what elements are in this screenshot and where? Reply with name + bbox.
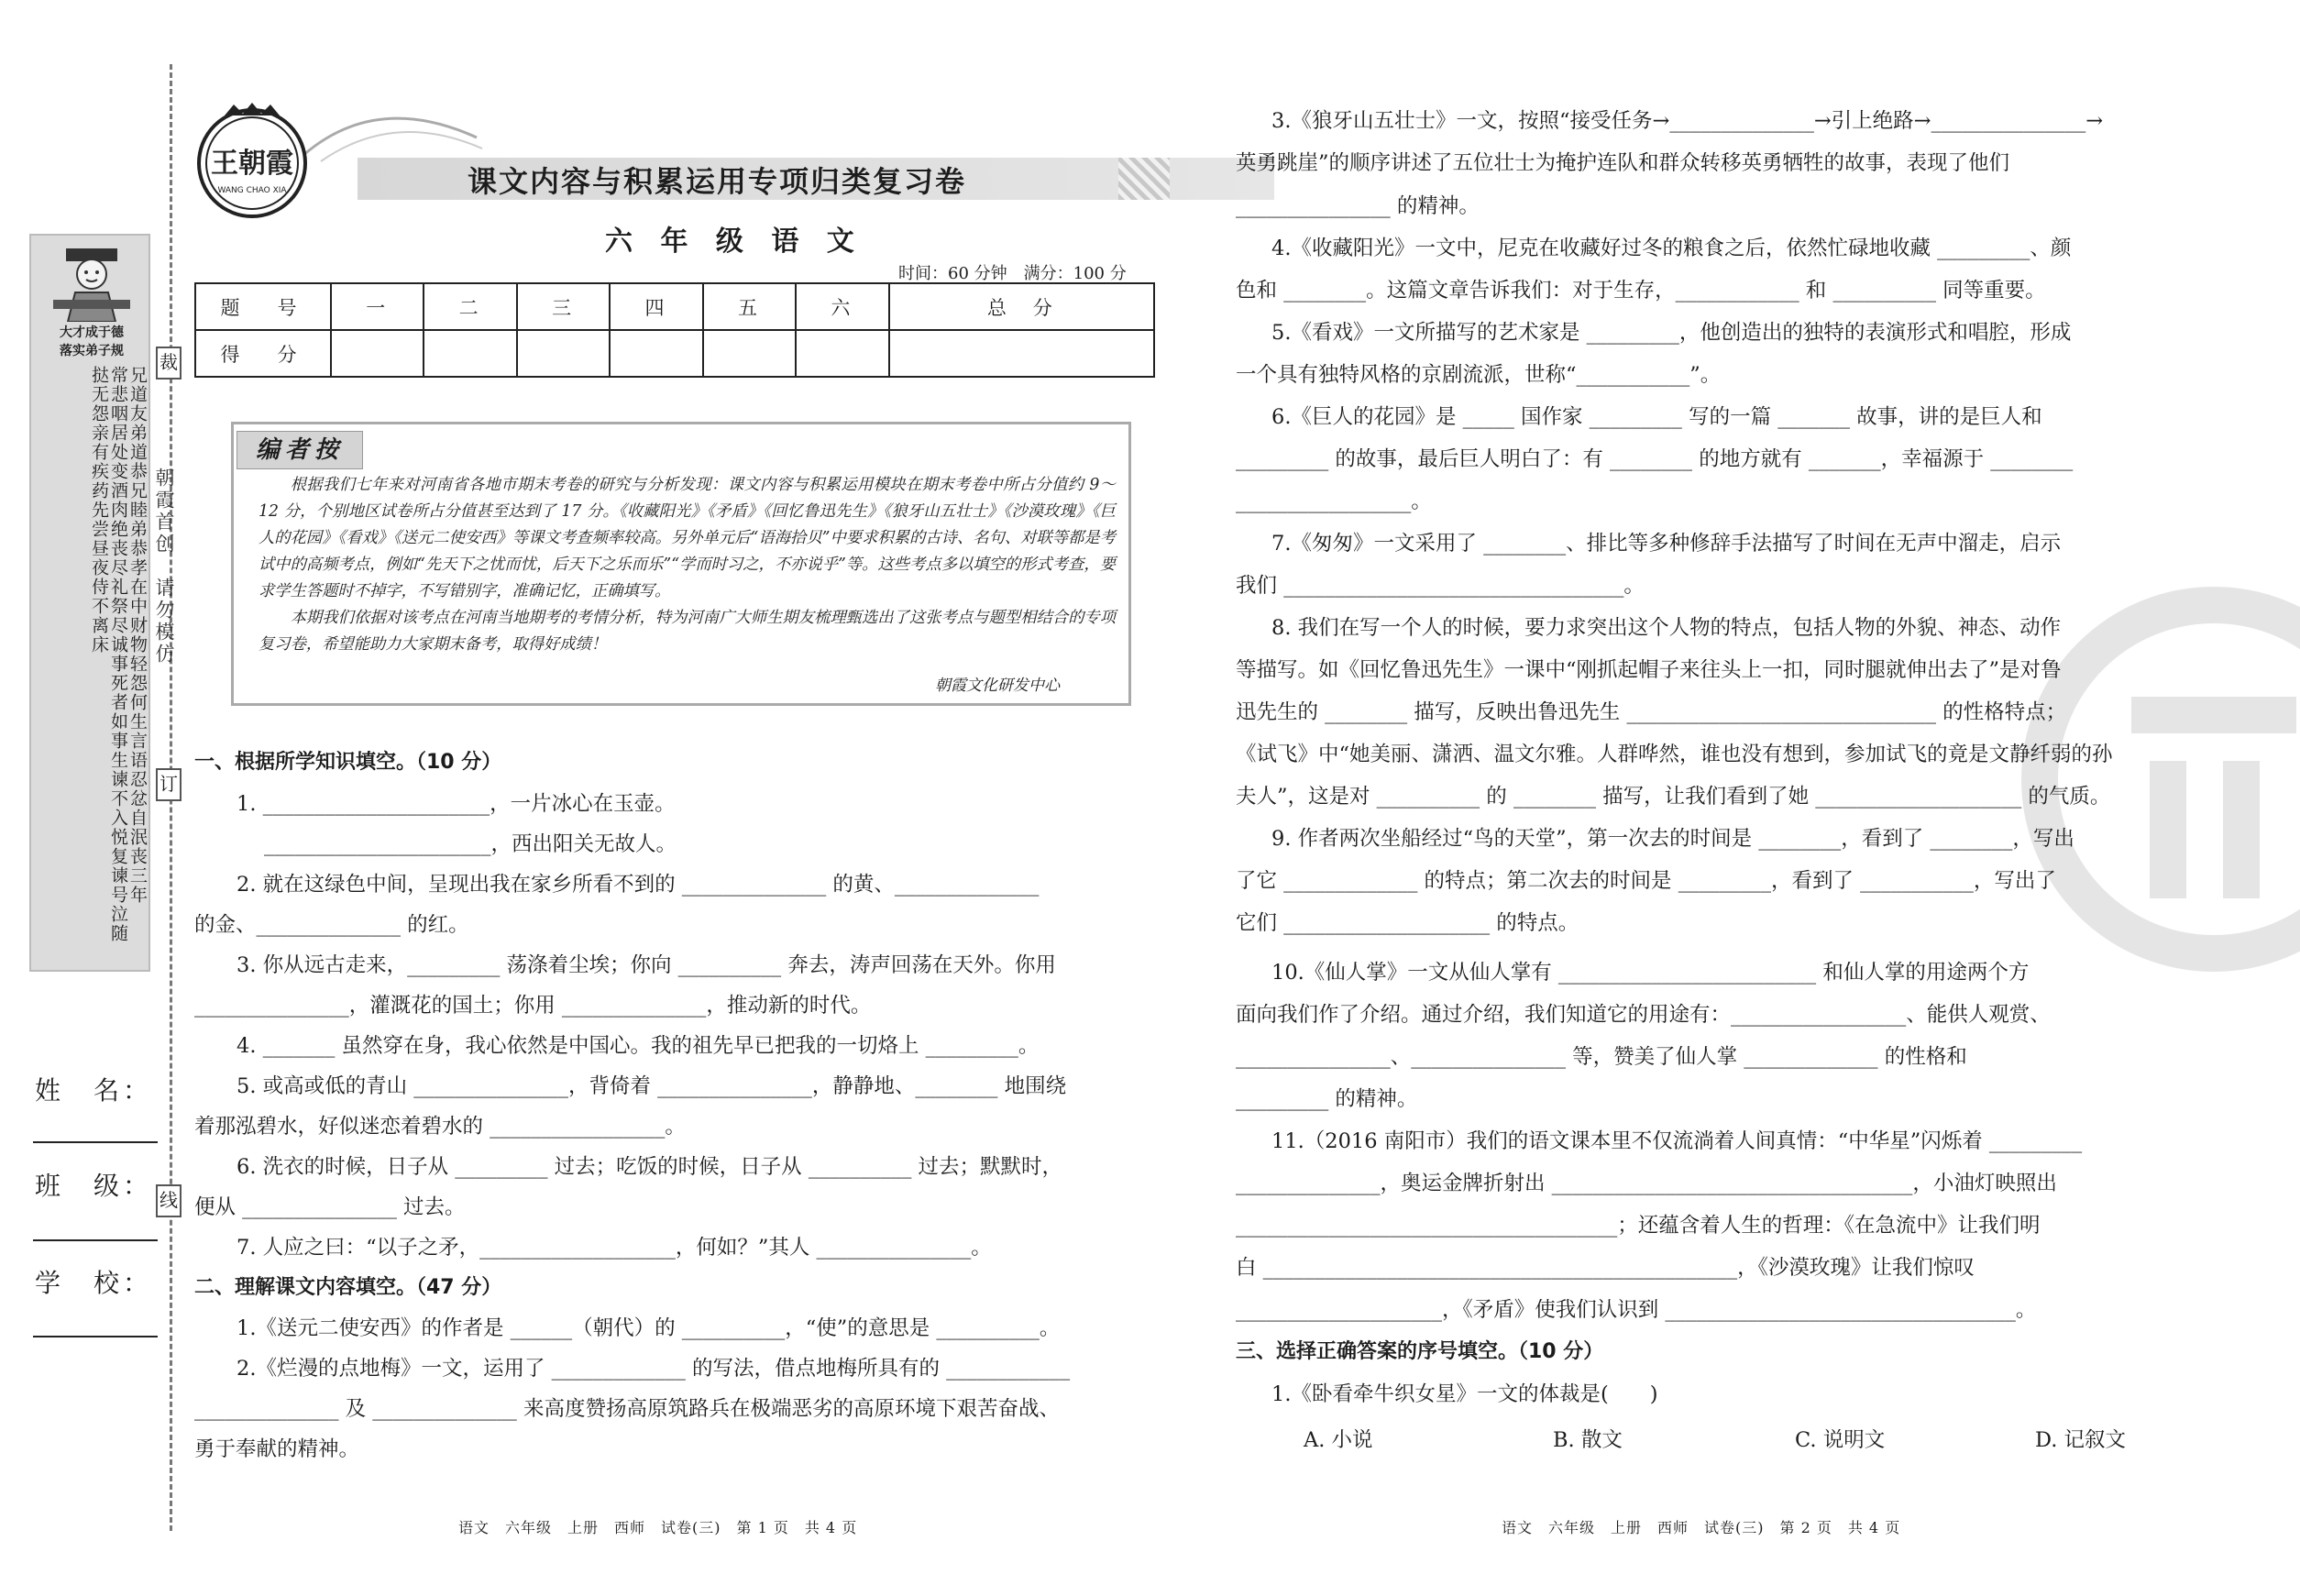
score-cell[interactable] xyxy=(610,330,702,377)
proverb-column: 居处变 xyxy=(108,424,128,481)
proverb-column: 怨何生 xyxy=(127,674,148,732)
question-1-3: 3. 你从远古走来，_________ 荡涤着尘埃；你向 __________ 奔去，涛声回荡在天外。你用 xyxy=(237,953,1056,977)
proverb-column: 常悲咽 xyxy=(108,366,128,424)
question-3-1: 1.《卧看牵牛织女星》一文的体裁是( ) xyxy=(1271,1382,1658,1406)
school-field[interactable] xyxy=(33,1336,158,1337)
question-2-2-line2: ______________ 及 ______________ 来高度赞扬高原筑路兵在极端恶劣的高原环境下艰苦奋战、 xyxy=(194,1397,1060,1421)
question-2-11-line3: _____________________________________；还蕴含着人生的哲理：《在急流中》让我们明 xyxy=(1236,1214,2041,1238)
proverb-column: 兄睦 xyxy=(127,481,148,520)
section-1-heading: 一、根据所学知识填空。（10 分） xyxy=(194,751,502,774)
score-cell[interactable] xyxy=(517,330,610,377)
svg-text:王朝霞: 王朝霞 xyxy=(211,148,293,180)
score-header-cell: 一 xyxy=(331,283,424,330)
score-cell[interactable] xyxy=(424,330,516,377)
question-2-8-line2: 等描写。如《回忆鲁迅先生》一课中“刚抓起帽子来往头上一扣，同时腿就伸出去了”是对鲁 xyxy=(1236,658,2062,682)
editor-note-paragraph-2: 本期我们依据对该考点在河南当地期考的考情分析，特为河南广大师生期友梳理甄选出了这张考点与题型相结合的专项复习卷，希望能助力大家期末备考，取得好成绩！ xyxy=(259,609,1116,654)
question-2-3-line3: _______________ 的精神。 xyxy=(1236,194,1480,218)
header xyxy=(193,101,1155,220)
option-c: C. 说明文 xyxy=(1795,1428,1886,1452)
proverb-column: 亲有疾 xyxy=(89,424,109,481)
question-1-4: 4. _______ 虽然穿在身，我心依然是中国心。我的祖先早已把我的一切烙上 _________。 xyxy=(237,1034,1040,1058)
proverb-column: 丧尽礼 xyxy=(108,539,128,597)
proverb-column: 如事生 xyxy=(108,712,128,770)
score-header-cell: 四 xyxy=(610,283,702,330)
question-2-10-line2: 面向我们作了介绍。通过介绍，我们知道它的用途有：_________________、能供人观赏、 xyxy=(1236,1003,2051,1027)
question-2-8-line3: 迅先生的 ________ 描写，反映出鲁迅先生 ______________________________ 的性格特点； xyxy=(1236,700,2067,724)
proverb-column: 丧三年 xyxy=(127,847,148,905)
question-2-9: 9. 作者两次坐船经过“鸟的天堂”，第一次去的时间是 ________，看到了 ________，写出 xyxy=(1271,827,2074,851)
score-header-cell: 六 xyxy=(796,283,888,330)
ribbon-decoration xyxy=(303,101,486,165)
question-2-4: 4.《收藏阳光》一文中，尼克在收藏好过冬的粮食之后，依然忙碌地收藏 _________、颜 xyxy=(1271,237,2072,260)
question-1-5-line2: 着那泓碧水，好似迷恋着碧水的 _________________。 xyxy=(194,1115,686,1139)
stamp-watermark xyxy=(2021,587,2300,972)
question-2-5-line2: 一个具有独特风格的京剧流派，世称“___________”。 xyxy=(1236,363,1722,387)
question-2-6: 6.《巨人的花园》是 _____ 国作家 _________ 写的一篇 _______ 故事，讲的是巨人和 xyxy=(1271,405,2042,429)
question-2-9-line3: 它们 ____________________ 的特点。 xyxy=(1236,911,1579,935)
score-cell[interactable] xyxy=(796,330,888,377)
class-field[interactable] xyxy=(33,1239,158,1241)
question-2-3: 3.《狼牙山五壮士》一文，按照“接受任务→______________→引上绝路→_______________→ xyxy=(1271,109,2104,133)
question-2-5: 5.《看戏》一文所描写的艺术家是 _________，他创造出的独特的表演形式和唱腔，形成 xyxy=(1271,321,2072,345)
proverb-column: 不离床 xyxy=(89,597,109,655)
question-1-5: 5. 或高或低的青山 _______________，背倚着 _______________，静静地、________ 地围绕 xyxy=(237,1074,1067,1098)
question-2-8: 8. 我们在写一个人的时候，要力求突出这个人物的特点，包括人物的外貌、神态、动作 xyxy=(1271,616,2062,640)
question-2-6-line3: _________________。 xyxy=(1236,490,1432,513)
question-2-11-line5: ____________________，《矛盾》使我们认识到 __________________________________。 xyxy=(1236,1298,2037,1322)
question-2-11-line2: ______________，奥运金牌折射出 ___________________________________，小油灯映照出 xyxy=(1236,1172,2057,1195)
question-1-1-line2: ______________________，西出阳关无故人。 xyxy=(264,832,677,856)
question-1-6-line2: 便从 _______________ 过去。 xyxy=(194,1195,466,1219)
score-header-cell: 三 xyxy=(517,283,610,330)
score-table-score-row xyxy=(195,330,1154,377)
question-2-8-line4: 《试飞》中“她美丽、潇洒、温文尔雅。人群哗然，谁也没有想到，参加试飞的竟是文静纤弱的孙 xyxy=(1236,743,2113,766)
question-1-6: 6. 洗衣的时候，日子从 _________ 过去；吃饭的时候，日子从 __________ 过去；默默时， xyxy=(237,1155,1062,1179)
proverb-column: 忿自泯 xyxy=(127,789,148,847)
proverb-column: 弟恭 xyxy=(127,520,148,558)
proverb-column: 祭尽诚 xyxy=(108,597,128,655)
question-2-2-line3: 勇于奉献的精神。 xyxy=(194,1437,360,1461)
proverb-column: 财物轻 xyxy=(127,616,148,674)
question-1-3-line2: _______________，灌溉花的国土；你用 ______________，推动新的时代。 xyxy=(194,994,872,1018)
proverb-column: 兄道友 xyxy=(127,366,148,424)
question-2-7-line2: 我们 _________________________________。 xyxy=(1236,574,1645,598)
page-title: 课文内容与积累运用专项归类复习卷 xyxy=(468,164,967,199)
score-cell[interactable] xyxy=(331,330,424,377)
option-d: D. 记叙文 xyxy=(2035,1428,2127,1452)
question-2-10: 10.《仙人掌》一文从仙人掌有 _________________________ 和仙人掌的用途两个方 xyxy=(1271,961,2030,985)
score-table-header-row xyxy=(195,283,1154,330)
editor-note-body xyxy=(259,472,1116,658)
proverb-title-line-1: 大才成于德 xyxy=(60,325,124,340)
question-1-1: 1. ______________________，一片冰心在玉壶。 xyxy=(237,792,676,816)
proverb-column: 言语忍 xyxy=(127,732,148,789)
proverb-panel xyxy=(29,234,150,972)
proverb-column: 孝在中 xyxy=(127,558,148,616)
question-2-2: 2.《烂漫的点地梅》一文，运用了 _____________ 的写法，借点地梅所具有的 ____________ xyxy=(237,1357,1071,1381)
proverb-column: 昼夜侍 xyxy=(89,539,109,597)
svg-text:WANG CHAO XIA: WANG CHAO XIA xyxy=(217,186,287,195)
editor-note-paragraph-1: 根据我们七年来对河南省各地市期末考卷的研究与分析发现：课文内容与积累运用模块在期末考卷中所占分值约 9～12 分，个别地区试卷所占分值甚至达到了 17 分。《收藏阳光》《矛盾》《回忆鲁迅先生》《狼牙山五壮士》《沙漠玫瑰》《巨人的花园》《看戏》《送元二使安西》等课文考查频率较高。另外单元后“语海拾贝”中要求积累的古诗、名句、对联等都是考试中的高频考点，例如“先天下之忧而忧，后天下之乐而乐”“学而时习之，不亦说乎”等。这些考点多以填空的形式考查，要求学生答题时不掉字，不写错别字，准确记忆，正确填写。 xyxy=(259,476,1116,600)
score-header-cell: 二 xyxy=(424,283,516,330)
score-table xyxy=(194,282,1155,378)
question-2-3-line2: 英勇跳崖”的顺序讲述了五位壮士为掩护连队和群众转移英勇牺牲的故事，表现了他们 xyxy=(1236,151,2010,175)
question-1-2: 2. 就在这绿色中间，呈现出我在家乡所看不到的 ______________ 的黄、______________ xyxy=(237,873,1040,897)
question-2-4-line2: 色和 ________。这篇文章告诉我们：对于生存，____________ 和 __________ 同等重要。 xyxy=(1236,279,2046,303)
question-2-9-line2: 了它 _____________ 的特点；第二次去的时间是 _________，看到了 ___________，写出了 xyxy=(1236,869,2056,893)
page-footer-right: 语文 六年级 上册 西师 试卷(三) 第 2 页 共 4 页 xyxy=(1502,1519,1901,1536)
question-1-7: 7. 人应之曰：“以子之矛，___________________，何如？”其人 _______________。 xyxy=(237,1236,992,1260)
class-label: 班 级： xyxy=(35,1171,153,1201)
binding-mark-3: 线 xyxy=(156,1184,182,1217)
question-2-1: 1.《送元二使安西》的作者是 ______（朝代）的 __________，“使”的意思是 __________。 xyxy=(237,1316,1061,1340)
name-field[interactable] xyxy=(33,1141,158,1143)
proverb-column: 酒肉绝 xyxy=(108,481,128,539)
question-2-6-line2: _________ 的故事，最后巨人明白了：有 ________ 的地方就有 _______，幸福源于 ________ xyxy=(1236,447,2074,471)
option-a: A. 小说 xyxy=(1304,1428,1373,1452)
question-2-7: 7.《匆匆》一文采用了 ________、排比等多种修辞手法描写了时间在无声中溜走，启示 xyxy=(1271,532,2062,556)
question-2-8-line5: 夫人”，这是对 __________ 的 ________ 描写，让我们看到了她 ____________________ 的气质。 xyxy=(1236,785,2111,809)
question-1-2-line2: 的金、______________ 的红。 xyxy=(194,913,469,937)
school-label: 学 校： xyxy=(35,1268,153,1298)
option-b: B. 散文 xyxy=(1553,1428,1623,1452)
score-header-cell: 五 xyxy=(703,283,796,330)
score-cell[interactable] xyxy=(889,330,1154,377)
question-2-10-line4: _________ 的精神。 xyxy=(1236,1087,1418,1111)
proverb-column: 号泣随 xyxy=(108,886,128,943)
subject-title: 六 年 级 语 文 xyxy=(605,226,864,258)
proverb-column: 悦复谏 xyxy=(108,828,128,886)
question-2-11-line4: 白 ______________________________________________，《沙漠玫瑰》让我们惊叹 xyxy=(1236,1256,1975,1280)
publisher-logo xyxy=(193,101,312,220)
title-band-pattern xyxy=(1118,158,1170,200)
question-2-10-line3: _______________、_______________ 等，赞美了仙人掌 _____________ 的性格和 xyxy=(1236,1045,1967,1069)
margin-copyright-note: 朝霞首创 请勿模仿 xyxy=(153,468,175,666)
scholar-icon xyxy=(48,245,136,322)
proverb-column: 弟道恭 xyxy=(127,424,148,481)
score-header-cell: 总 分 xyxy=(889,283,1154,330)
binding-mark-1: 裁 xyxy=(156,347,182,380)
proverb-column: 挞无怨 xyxy=(89,366,109,424)
question-2-11: 11.（2016 南阳市）我们的语文课本里不仅流淌着人间真情：“中华星”闪烁着 _________ xyxy=(1271,1129,2083,1153)
score-cell[interactable] xyxy=(703,330,796,377)
proverb-text xyxy=(39,366,147,962)
proverb-column: 药先尝 xyxy=(89,481,109,539)
exam-info: 时间：60 分钟 满分：100 分 xyxy=(898,264,1127,283)
page-footer-left: 语文 六年级 上册 西师 试卷(三) 第 1 页 共 4 页 xyxy=(458,1519,858,1536)
section-3-heading: 三、选择正确答案的序号填空。（10 分） xyxy=(1236,1340,1604,1363)
proverb-column: 谏不入 xyxy=(108,770,128,828)
proverb-title xyxy=(35,324,149,360)
score-header-cell: 题 号 xyxy=(195,283,331,330)
proverb-title-line-2: 落实弟子规 xyxy=(60,344,124,358)
name-label: 姓 名： xyxy=(35,1075,153,1106)
section-2-heading: 二、理解课文内容填空。（47 分） xyxy=(194,1276,502,1299)
score-row-label: 得 分 xyxy=(195,330,331,377)
editor-note-title: 编者按 xyxy=(237,431,363,469)
proverb-column: 事死者 xyxy=(108,655,128,712)
binding-mark-2: 订 xyxy=(156,768,182,801)
editor-note-signature: 朝霞文化研发中心 xyxy=(935,677,1060,695)
